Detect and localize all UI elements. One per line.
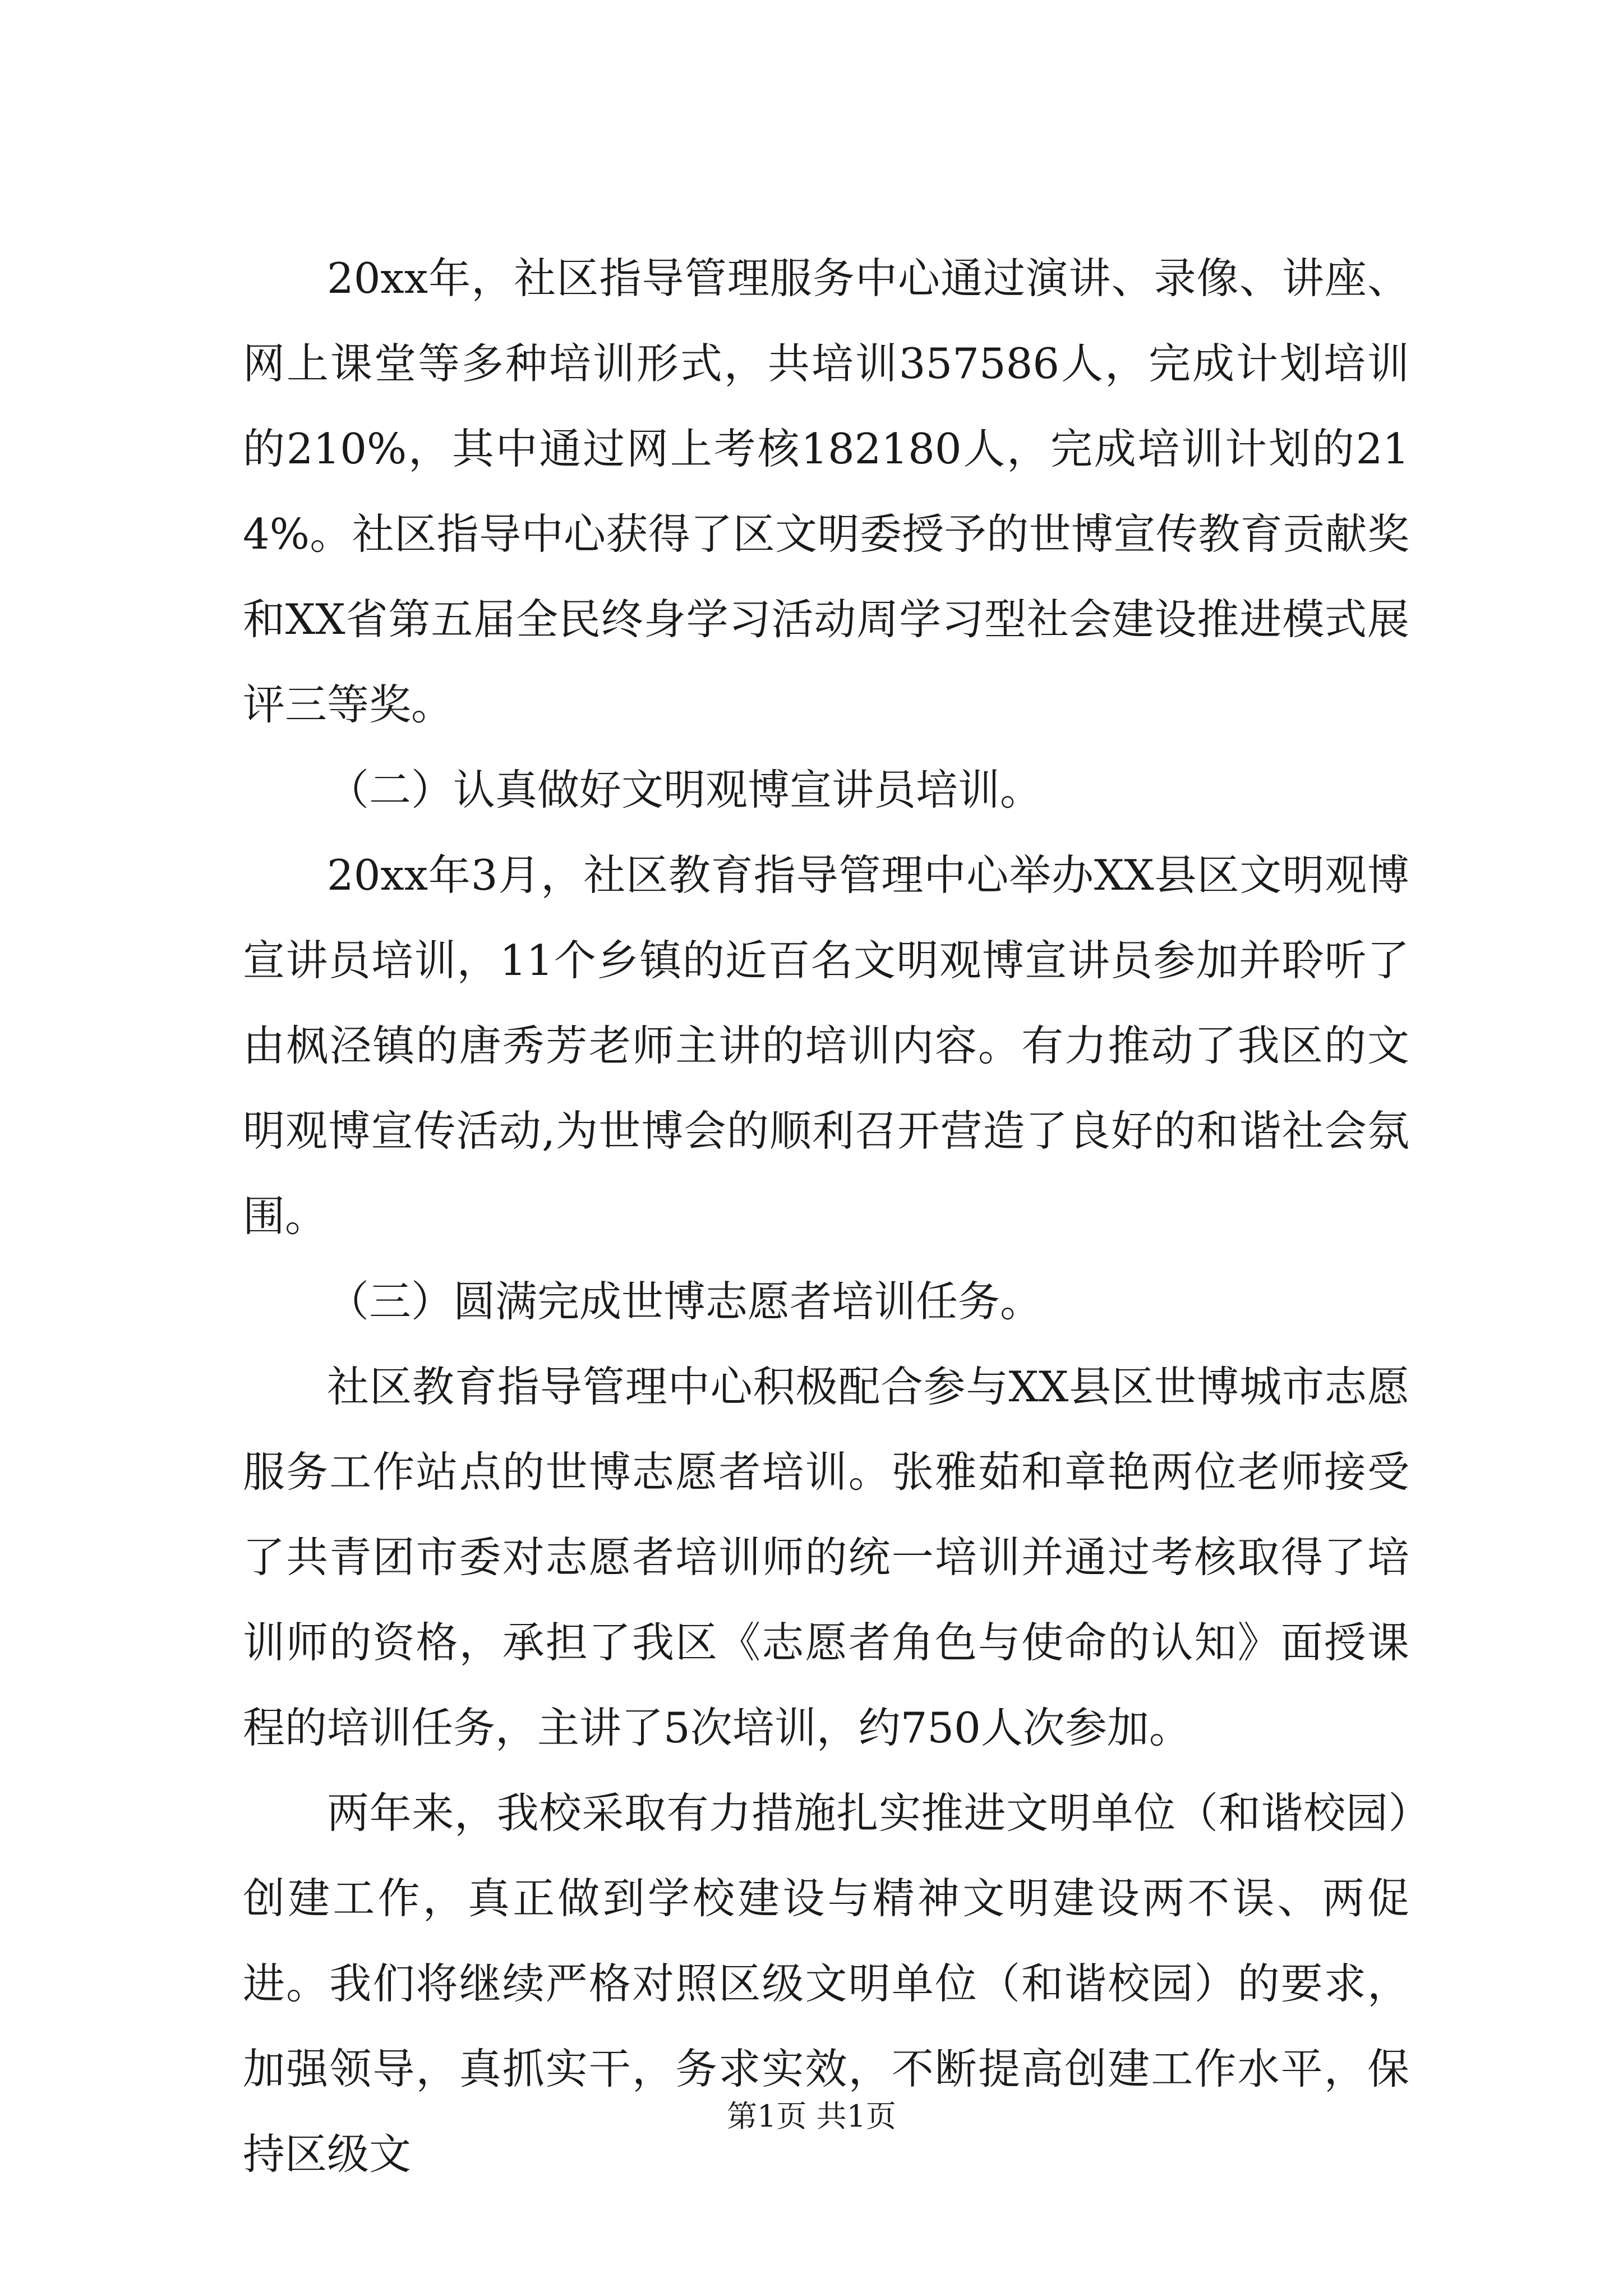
paragraph-two-year-review: 两年来，我校采取有力措施扎实推进文明单位（和谐校园）创建工作，真正做到学校建设与精神文明建设两不误、两促进。我们将继续严格对照区级文明单位（和谐校园）的要求，加强领导，真抓实干，务求实效，不断提高创建工作水平，保持区级文: [243, 1788, 1409, 2179]
paragraph-training-summary: 20xx年，社区指导管理服务中心通过演讲、录像、讲座、网上课堂等多种培训形式，共培训357586人，完成计划培训的210%，其中通过网上考核182180人，完成培训计划的214%。社区指导中心获得了区文明委授予的世博宣传教育贡献奖和XX省第五届全民终身学习活动周学习型社会建设推进模式展评三等奖。: [243, 254, 1409, 729]
paragraph-lecturer-training: 20xx年3月，社区教育指导管理中心举办XX县区文明观博宣讲员培训，11个乡镇的近百名文明观博宣讲员参加并聆听了由枫泾镇的唐秀芳老师主讲的培训内容。有力推动了我区的文明观博宣传活动,为世博会的顺利召开营造了良好的和谐社会氛围。: [243, 850, 1409, 1241]
section-heading-lecturer-training: （二）认真做好文明观博宣讲员培训。: [327, 765, 1043, 815]
page-footer: 第1页 共1页: [727, 2099, 896, 2134]
paragraph-volunteer-training: 社区教育指导管理中心积极配合参与XX县区世博城市志愿服务工作站点的世博志愿者培训。张雅茹和章艳两位老师接受了共青团市委对志愿者培训师的统一培训并通过考核取得了培训师的资格，承担了我区《志愿者角色与使命的认知》面授课程的培训任务，主讲了5次培训，约750人次参加。: [243, 1362, 1409, 1752]
section-heading-volunteer-training: （三）圆满完成世博志愿者培训任务。: [327, 1277, 1043, 1326]
document-body: [243, 236, 1409, 2197]
